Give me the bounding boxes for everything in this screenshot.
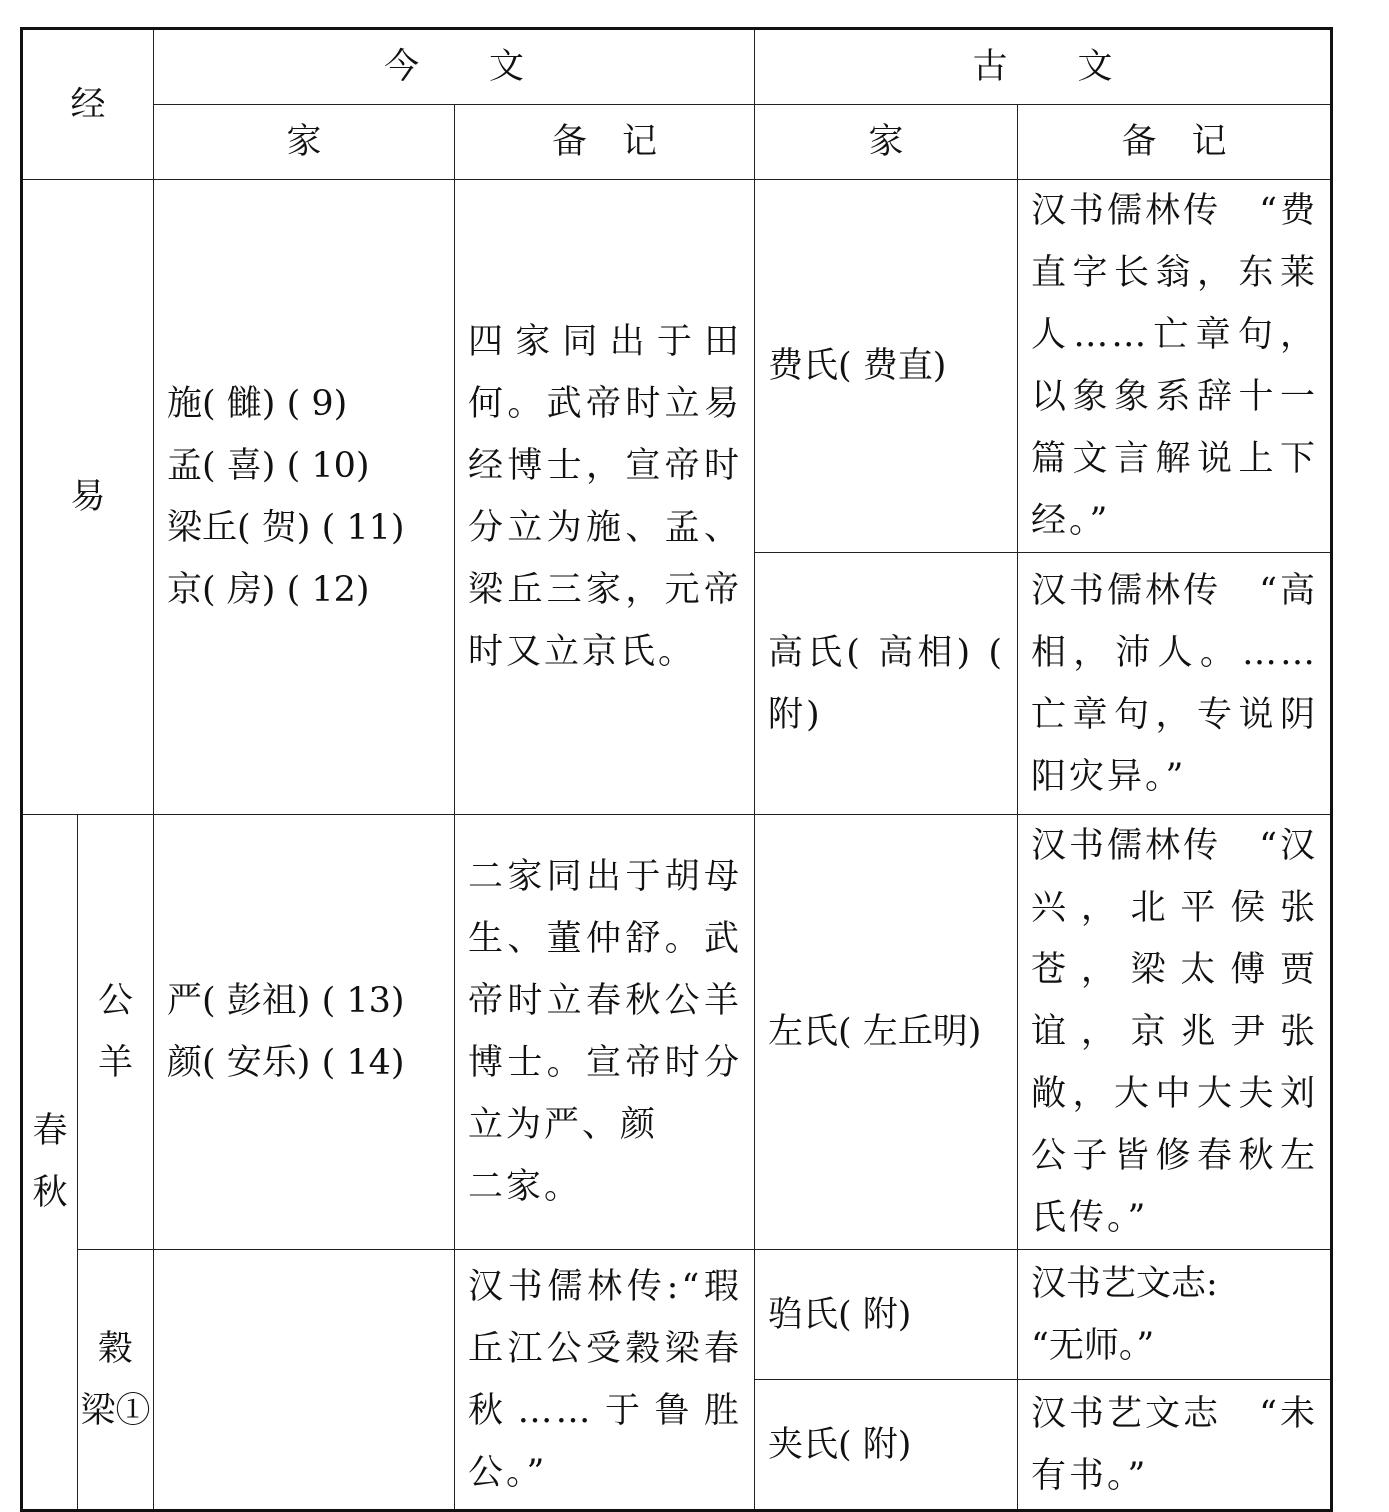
- row-gongyang-jin-beiji: 二家同出于胡母生、董仲舒。武帝时立春秋公羊博士。宣帝时分立为严、颜 二家。: [455, 815, 755, 1250]
- header-guwen: 古 文: [755, 29, 1332, 105]
- row-guliang-gu-jia-zou: 驺氏( 附): [755, 1250, 1018, 1380]
- row-yi-gu-beiji-gao: 汉书儒林传 “高相，沛人。……亡章句，专说阴阳灾异。”: [1018, 553, 1332, 815]
- row-guliang-gu-beiji-zou: 汉书艺文志: “无师。”: [1018, 1250, 1332, 1380]
- header-jinwen: 今 文: [154, 29, 755, 105]
- header-gu-jia: 家: [755, 105, 1018, 180]
- header-jin-jia: 家: [154, 105, 455, 180]
- row-yi-jin-beiji: 四家同出于田何。武帝时立易经博士，宣帝时分立为施、孟、梁丘三家，元帝时又立京氏。: [455, 180, 755, 815]
- row-guliang-gu-jia-jia: 夹氏( 附): [755, 1380, 1018, 1511]
- row-yi-jing: 易: [22, 180, 154, 815]
- header-gu-beiji: 备 记: [1018, 105, 1332, 180]
- row-guliang-name: 穀 梁①: [78, 1250, 154, 1511]
- row-gongyang-gu-jia: 左氏( 左丘明): [755, 815, 1018, 1250]
- row-yi-jin-jia: 施( 雠) ( 9) 孟( 喜) ( 10) 梁丘( 贺) ( 11) 京( 房) ( 12): [154, 180, 455, 815]
- row-yi-gu-jia-fei: 费氏( 费直): [755, 180, 1018, 553]
- row-guliang-gu-beiji-jia: 汉书艺文志 “未有书。”: [1018, 1380, 1332, 1511]
- row-gongyang-jin-jia: 严( 彭祖) ( 13) 颜( 安乐) ( 14): [154, 815, 455, 1250]
- row-guliang-jin-jia: [154, 1250, 455, 1511]
- row-yi-gu-jia-gao: 高氏( 高相) ( 附): [755, 553, 1018, 815]
- row-gongyang-name: 公 羊: [78, 815, 154, 1250]
- classics-table: [20, 27, 1333, 1512]
- header-jing: 经: [22, 29, 154, 180]
- row-yi-gu-beiji-fei: 汉书儒林传 “费直字长翁，东莱人……亡章句，以象象系辞十一篇文言解说上下经。”: [1018, 180, 1332, 553]
- row-chunqiu-jing: 春 秋: [22, 815, 78, 1511]
- row-guliang-jin-beiji: 汉书儒林传:“瑕丘江公受穀梁春秋……于鲁胜公。”: [455, 1250, 755, 1511]
- header-jin-beiji: 备 记: [455, 105, 755, 180]
- row-gongyang-gu-beiji: 汉书儒林传 “汉兴，北平侯张苍，梁太傅贾谊，京兆尹张敞，大中大夫刘公子皆修春秋左氏传。”: [1018, 815, 1332, 1250]
